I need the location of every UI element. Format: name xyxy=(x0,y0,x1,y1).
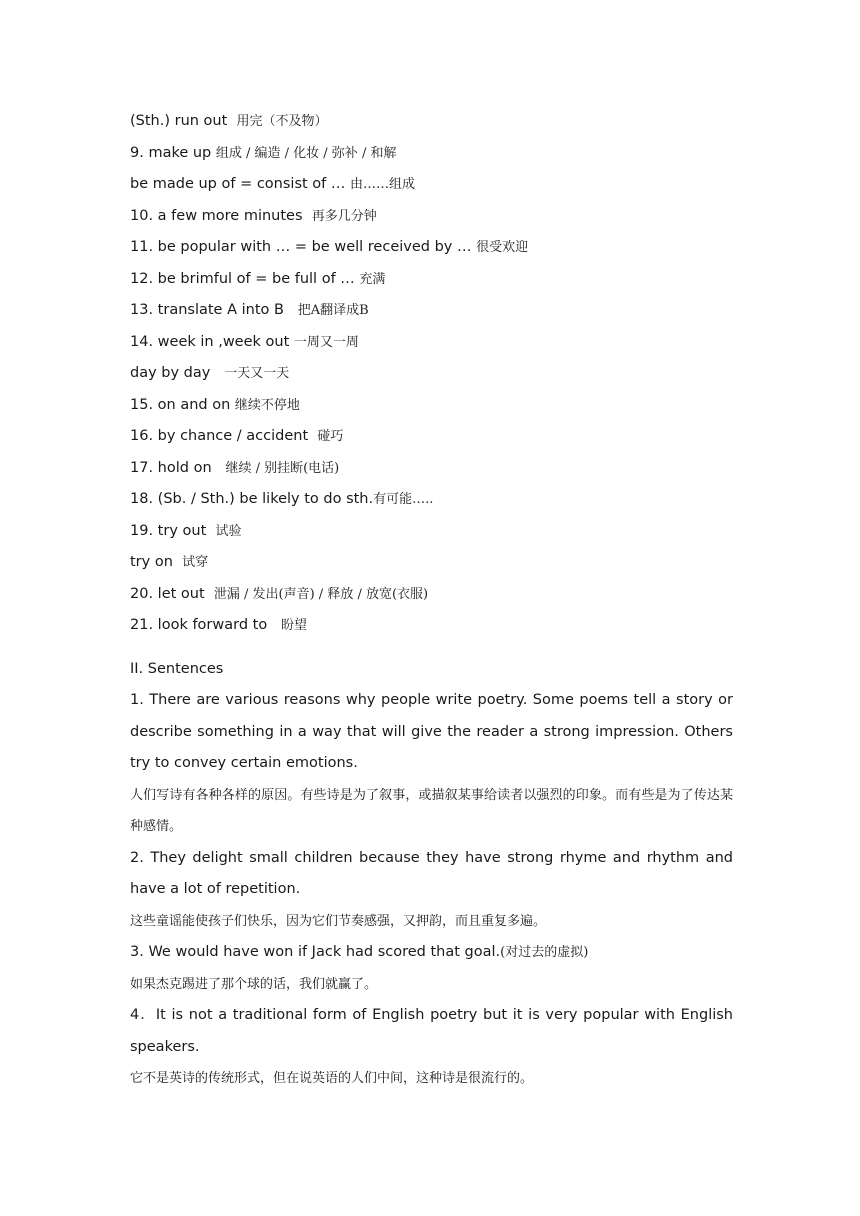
phrase-line xyxy=(130,579,733,611)
document-page xyxy=(130,106,733,1095)
phrase-zh: 由……组成 xyxy=(350,177,416,192)
phrase-line xyxy=(130,169,733,201)
sentence-zh: 如果杰克踢进了那个球的话，我们就赢了。 xyxy=(130,976,378,992)
phrase-line xyxy=(130,547,733,579)
phrase-en: be made up of = consist of … xyxy=(130,176,346,192)
phrase-en: 12. be brimful of = be full of … xyxy=(130,270,355,287)
phrase-zh: 把A翻译成B xyxy=(297,303,369,318)
phrase-en: 14. week in ,week out xyxy=(130,333,290,350)
phrase-line xyxy=(130,453,733,485)
phrase-line xyxy=(130,516,733,548)
phrase-zh: 一周又一周 xyxy=(293,334,359,350)
phrase-line xyxy=(130,421,733,453)
phrase-zh: 充满 xyxy=(359,271,386,287)
sentence-en: 1. There are various reasons why people write poetry. Some poems tell a story or describe something in a way that will give the reader a strong impression. Others try to convey certain emotions. xyxy=(130,692,733,771)
phrase-en: 19. try out xyxy=(130,522,207,539)
phrase-en: (Sth.) run out xyxy=(130,113,228,129)
phrase-zh: 组成 / 编造 / 化妆 / 弥补 / 和解 xyxy=(215,145,397,161)
phrase-zh: 试穿 xyxy=(182,555,209,570)
phrase-en: 11. be popular with … = be well received by … xyxy=(130,239,472,255)
phrase-zh: 再多几分钟 xyxy=(311,208,377,224)
phrase-line xyxy=(130,390,733,422)
phrase-zh: 继续不停地 xyxy=(234,397,300,413)
phrase-en: 15. on and on xyxy=(130,396,231,413)
phrase-en: 21. look forward to xyxy=(130,617,268,633)
sentence-en: 3. We would have won if Jack had scored that goal. xyxy=(130,944,501,960)
phrase-line xyxy=(130,484,733,516)
phrase-zh: 继续 / 别挂断(电话) xyxy=(225,460,340,476)
phrase-line xyxy=(130,610,733,642)
phrase-line xyxy=(130,327,733,359)
phrase-line xyxy=(130,138,733,170)
phrase-en: 9. make up xyxy=(130,144,212,161)
phrase-zh: 很受欢迎 xyxy=(476,240,529,255)
sentence-en: 4．It is not a traditional form of English poetry but it is very popular with English speakers. xyxy=(130,1007,733,1055)
phrase-en: 16. by chance / accident xyxy=(130,428,309,444)
phrase-zh: 碰巧 xyxy=(317,429,344,444)
phrase-line xyxy=(130,264,733,296)
phrase-line xyxy=(130,106,733,138)
sentence-zh: 人们写诗有各种各样的原因。有些诗是为了叙事，或描叙某事给读者以强烈的印象。而有些是为了传达某种感情。 xyxy=(130,787,733,834)
phrase-zh: 有可能….. xyxy=(373,492,434,507)
sentence-note: (对过去的虚拟) xyxy=(500,945,589,960)
phrase-en: 13. translate A into B xyxy=(130,302,284,318)
phrase-en: 18. (Sb. / Sth.) be likely to do sth. xyxy=(130,491,374,507)
sentence-en-with-note xyxy=(130,937,733,969)
phrase-en: 17. hold on xyxy=(130,459,212,476)
section-title: II. Sentences xyxy=(130,660,224,677)
sentence-zh: 它不是英诗的传统形式，但在说英语的人们中间，这种诗是很流行的。 xyxy=(130,1071,534,1086)
phrase-en: 10. a few more minutes xyxy=(130,207,303,224)
phrase-zh: 泄漏 / 发出(声音) / 释放 / 放宽(衣服) xyxy=(213,586,429,602)
phrase-line xyxy=(130,201,733,233)
section-spacer xyxy=(130,642,733,654)
phrase-en: day by day xyxy=(130,365,211,381)
phrase-line xyxy=(130,358,733,390)
phrase-zh: 一天又一天 xyxy=(224,366,290,381)
sentence-zh: 这些童谣能使孩子们快乐，因为它们节奏感强，又押韵，而且重复多遍。 xyxy=(130,913,547,929)
phrase-zh: 用完（不及物） xyxy=(236,114,328,129)
phrase-en: try on xyxy=(130,554,173,570)
phrase-line xyxy=(130,232,733,264)
sentence-en: 2. They delight small children because they have strong rhyme and rhythm and have a lot of repetition. xyxy=(130,849,733,897)
phrase-en: 20. let out xyxy=(130,585,205,602)
phrase-zh: 盼望 xyxy=(281,618,308,633)
phrase-zh: 试验 xyxy=(215,523,242,539)
phrase-line xyxy=(130,295,733,327)
